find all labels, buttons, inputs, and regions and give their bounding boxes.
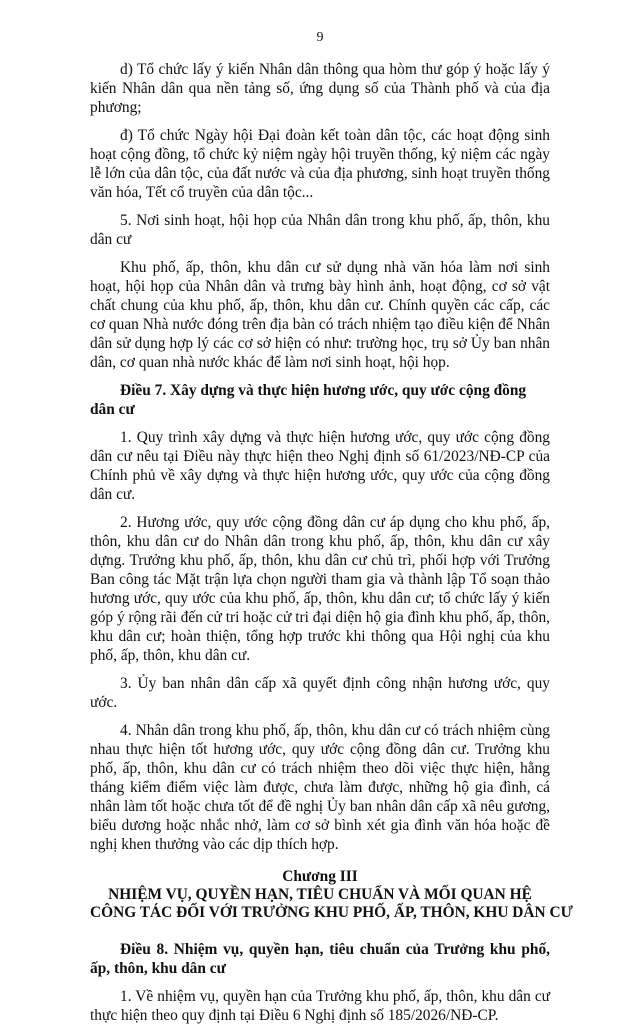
chapter-label: Chương III	[282, 868, 358, 885]
article-8-clause-1: 1. Về nhiệm vụ, quyền hạn của Trưởng khu phố, ấp, thôn, khu dân cư thực hiện theo quy định tại Điều 6 Nghị định số 185/2026/NĐ-CP.	[90, 988, 550, 1024]
paragraph-item-d: d) Tổ chức lấy ý kiến Nhân dân thông qua hòm thư góp ý hoặc lấy ý kiến Nhân dân qua nền tảng số, ứng dụng số của Thành phố và của địa phương;	[90, 61, 550, 116]
chapter-title-line-1: NHIỆM VỤ, QUYỀN HẠN, TIÊU CHUẨN VÀ MỐI QUAN HỆ	[108, 886, 532, 903]
chapter-heading	[90, 868, 573, 922]
article-8-heading: Điều 8. Nhiệm vụ, quyền hạn, tiêu chuẩn của Trưởng khu phố, ấp, thôn, khu dân cư	[90, 941, 550, 977]
article-7-clause-4: 4. Nhân dân trong khu phố, ấp, thôn, khu dân cư có trách nhiệm cùng nhau thực hiện tốt hương ước, quy ước cộng đồng dân cư. Trưởng khu phố, ấp, thôn, khu dân cư có trách nhiệm theo dõi việc thực hiện, hằng tháng kiểm điểm việc làm được, chưa làm được, những hộ gia đình, cá nhân làm tốt hoặc chưa tốt để đề nghị Ủy ban nhân dân cấp xã nêu gương, biểu dương hoặc nhắc nhở, làm cơ sở bình xét gia đình văn hóa hoặc đề nghị khen thưởng vào các dịp thích hợp.	[90, 722, 550, 853]
paragraph-item-dd: đ) Tổ chức Ngày hội Đại đoàn kết toàn dân tộc, các hoạt động sinh hoạt cộng đồng, tổ chức kỷ niệm ngày hội truyền thống, kỷ niệm các ngày lễ lớn của dân tộc, của đất nước và của địa phương, sinh hoạt truyền thống văn hóa, Tết cổ truyền của dân tộc...	[90, 127, 550, 201]
paragraph-clause-5-body: Khu phố, ấp, thôn, khu dân cư sử dụng nhà văn hóa làm nơi sinh hoạt, hội họp của Nhân dân và trưng bày hình ảnh, hoạt động, cơ sở vật chất chung của khu phố, ấp, thôn, khu dân cư. Chính quyền các cấp, các cơ quan Nhà nước đóng trên địa bàn có trách nhiệm tạo điều kiện để Nhân dân sử dụng hợp lý các cơ sở hiện có như: trường học, trụ sở Ủy ban nhân dân, cơ quan nhà nước khác để làm nơi sinh hoạt, hội họp.	[90, 259, 550, 371]
paragraph-clause-5: 5. Nơi sinh hoạt, hội họp của Nhân dân trong khu phố, ấp, thôn, khu dân cư	[90, 212, 550, 248]
article-7-heading: Điều 7. Xây dựng và thực hiện hương ước, quy ước cộng đồng dân cư	[90, 382, 527, 418]
article-7-clause-1: 1. Quy trình xây dựng và thực hiện hương ước, quy ước cộng đồng dân cư nêu tại Điều này thực hiện theo Nghị định số 61/2023/NĐ-CP của Chính phủ về xây dựng và thực hiện hương ước, quy ước của cộng đồng dân cư.	[90, 429, 550, 503]
page-number: 9	[316, 30, 324, 45]
article-7-clause-2: 2. Hương ước, quy ước cộng đồng dân cư áp dụng cho khu phố, ấp, thôn, khu dân cư do Nhân dân trong khu phố, ấp, thôn, khu dân cư xây dựng. Trưởng khu phố, ấp, thôn, khu dân cư chủ trì, phối hợp với Trưởng Ban công tác Mặt trận lựa chọn người tham gia và thành lập Tổ soạn thảo hương ước, quy ước của khu phố, ấp, thôn, khu dân cư; tổ chức lấy ý kiến góp ý rộng rãi đến cử tri hoặc cử tri đại diện hộ gia đình khu phố, ấp, thôn, khu dân cư; hoàn thiện, tổng hợp trước khi thông qua Hội nghị của khu phố, ấp, thôn, khu dân cư.	[90, 514, 550, 664]
document-body	[90, 60, 573, 1034]
chapter-title-line-2: CÔNG TÁC ĐỐI VỚI TRƯỞNG KHU PHỐ, ẤP, THÔN, KHU DÂN CƯ	[90, 904, 573, 921]
article-7-clause-3: 3. Ủy ban nhân dân cấp xã quyết định công nhận hương ước, quy ước.	[90, 675, 550, 711]
